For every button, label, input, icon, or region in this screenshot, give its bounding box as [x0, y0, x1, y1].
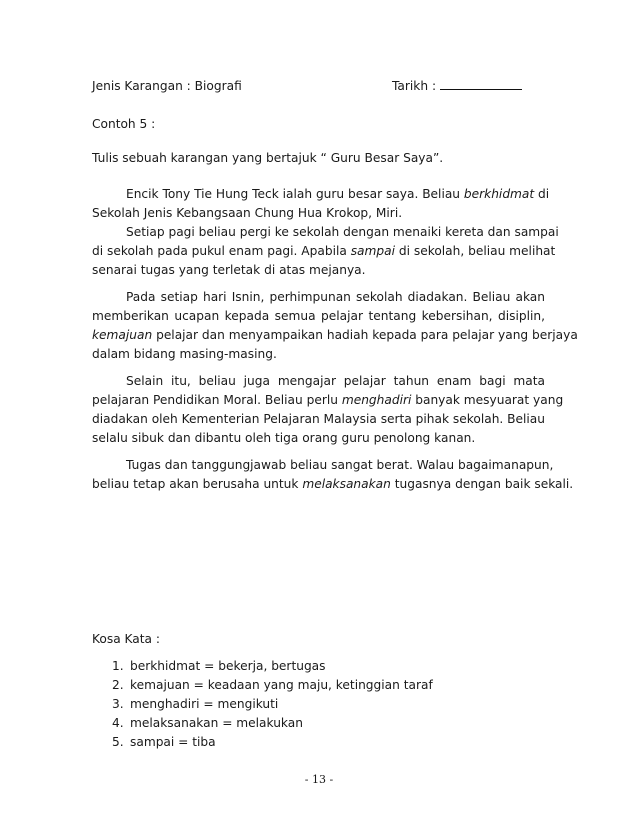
essay-line	[126, 187, 550, 201]
line-text: di	[534, 187, 550, 201]
vocabulary-item	[112, 697, 278, 711]
essay-line	[92, 347, 277, 361]
essay-line	[92, 393, 564, 407]
vocabulary-word: menghadiri	[341, 393, 412, 407]
line-text: tugasnya dengan baik sekali.	[390, 477, 574, 491]
essay-line	[126, 458, 554, 472]
vocabulary-title: Kosa Kata :	[92, 632, 161, 646]
line-text: Selain itu, beliau juga mengajar pelajar tahun enam bagi mata	[126, 374, 545, 388]
essay-line	[92, 431, 475, 445]
vocabulary-item	[112, 678, 433, 692]
line-text: pelajaran Pendidikan Moral. Beliau perlu	[92, 393, 342, 407]
line-text: Sekolah Jenis Kebangsaan Chung Hua Krokop, Miri.	[92, 206, 403, 220]
essay-line	[92, 206, 402, 220]
example-label: Contoh 5 :	[92, 117, 156, 131]
essay-instruction: Tulis sebuah karangan yang bertajuk “ Guru Besar Saya”.	[92, 151, 444, 165]
essay-line	[126, 225, 559, 239]
item-definition: sampai = tiba	[130, 735, 216, 749]
essay-line	[92, 244, 556, 258]
vocabulary-word: sampai	[350, 244, 395, 258]
line-text: Pada setiap hari Isnin, perhimpunan sekolah diadakan. Beliau akan	[126, 290, 545, 304]
item-definition: menghadiri = mengikuti	[130, 697, 279, 711]
line-text: selalu sibuk dan dibantu oleh tiga orang guru penolong kanan.	[92, 431, 476, 445]
item-number: 5.	[112, 735, 124, 749]
essay-line	[126, 290, 545, 304]
line-text: Encik Tony Tie Hung Teck ialah guru besar saya. Beliau	[126, 187, 464, 201]
date-label: Tarikh :	[392, 79, 437, 93]
essay-line	[92, 263, 366, 277]
line-text: di sekolah pada pukul enam pagi. Apabila	[92, 244, 351, 258]
vocabulary-word: melaksanakan	[302, 477, 391, 491]
essay-type-label: Jenis Karangan : Biografi	[92, 79, 242, 93]
line-text: dalam bidang masing-masing.	[92, 347, 277, 361]
date-field	[392, 79, 522, 93]
line-text: diadakan oleh Kementerian Pelajaran Malaysia serta pihak sekolah. Beliau	[92, 412, 545, 426]
item-number: 1.	[112, 659, 124, 673]
item-number: 3.	[112, 697, 124, 711]
essay-line	[92, 328, 578, 342]
line-text: di sekolah, beliau melihat	[394, 244, 556, 258]
item-number: 2.	[112, 678, 124, 692]
page-number: - 13 -	[304, 773, 334, 786]
line-text: beliau tetap akan berusaha untuk	[92, 477, 303, 491]
vocabulary-item	[112, 735, 216, 749]
item-definition: melaksanakan = melakukan	[130, 716, 303, 730]
line-text: pelajar dan menyampaikan hadiah kepada para pelajar yang berjaya	[152, 328, 578, 342]
vocabulary-word: berkhidmat	[463, 187, 535, 201]
line-text: senarai tugas yang terletak di atas mejanya.	[92, 263, 366, 277]
vocabulary-item	[112, 716, 303, 730]
line-text: banyak mesyuarat yang	[411, 393, 564, 407]
essay-line	[92, 412, 545, 426]
essay-line	[92, 309, 545, 323]
vocabulary-item	[112, 659, 326, 673]
line-text: memberikan ucapan kepada semua pelajar tentang kebersihan, disiplin,	[92, 309, 545, 323]
line-text: Setiap pagi beliau pergi ke sekolah dengan menaiki kereta dan sampai	[126, 225, 559, 239]
date-blank-line	[440, 79, 522, 90]
essay-line	[126, 374, 545, 388]
item-definition: kemajuan = keadaan yang maju, ketinggian taraf	[130, 678, 433, 692]
line-text: Tugas dan tanggungjawab beliau sangat berat. Walau bagaimanapun,	[126, 458, 554, 472]
vocabulary-word: kemajuan	[92, 328, 153, 342]
item-number: 4.	[112, 716, 124, 730]
item-definition: berkhidmat = bekerja, bertugas	[130, 659, 326, 673]
essay-line	[92, 477, 573, 491]
